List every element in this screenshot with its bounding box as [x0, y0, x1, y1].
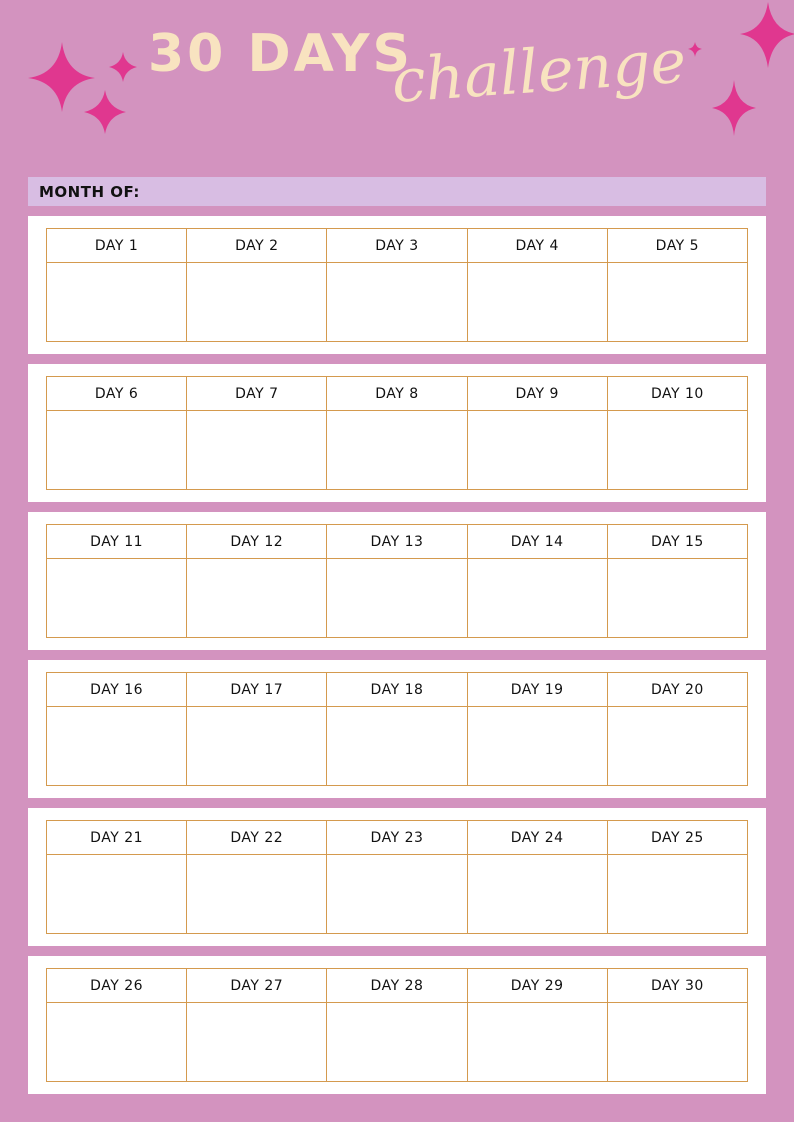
day-label: DAY 30 — [607, 969, 747, 1003]
day-label: DAY 6 — [47, 377, 187, 411]
day-entry-box[interactable] — [327, 1003, 467, 1082]
day-entry-row — [47, 559, 748, 638]
day-entry-box[interactable] — [47, 855, 187, 934]
day-label: DAY 19 — [467, 673, 607, 707]
day-entry-row — [47, 707, 748, 786]
day-entry-box[interactable] — [47, 707, 187, 786]
day-label: DAY 20 — [607, 673, 747, 707]
day-label: DAY 27 — [187, 969, 327, 1003]
day-label: DAY 15 — [607, 525, 747, 559]
title-script: challenge — [389, 26, 689, 117]
day-label: DAY 9 — [467, 377, 607, 411]
day-entry-box[interactable] — [327, 855, 467, 934]
day-label: DAY 10 — [607, 377, 747, 411]
sparkle-icon — [84, 90, 126, 134]
day-entry-row — [47, 855, 748, 934]
day-header-row — [47, 229, 748, 263]
day-label: DAY 16 — [47, 673, 187, 707]
day-entry-box[interactable] — [467, 263, 607, 342]
sparkle-icon — [688, 42, 702, 57]
day-entry-box[interactable] — [607, 707, 747, 786]
week-grid — [46, 228, 748, 342]
day-entry-box[interactable] — [467, 1003, 607, 1082]
month-label: MONTH OF: — [39, 182, 140, 201]
day-label: DAY 28 — [327, 969, 467, 1003]
day-label: DAY 29 — [467, 969, 607, 1003]
sparkle-icon — [28, 42, 95, 112]
day-label: DAY 13 — [327, 525, 467, 559]
day-header-row — [47, 673, 748, 707]
day-label: DAY 8 — [327, 377, 467, 411]
day-entry-box[interactable] — [467, 559, 607, 638]
day-label: DAY 21 — [47, 821, 187, 855]
day-label: DAY 3 — [327, 229, 467, 263]
week-card — [28, 216, 766, 354]
day-entry-box[interactable] — [47, 1003, 187, 1082]
sparkle-icon — [712, 80, 756, 136]
day-header-row — [47, 377, 748, 411]
day-label: DAY 7 — [187, 377, 327, 411]
day-entry-box[interactable] — [467, 411, 607, 490]
day-entry-box[interactable] — [187, 263, 327, 342]
day-label: DAY 22 — [187, 821, 327, 855]
day-label: DAY 25 — [607, 821, 747, 855]
day-entry-box[interactable] — [607, 411, 747, 490]
day-entry-box[interactable] — [607, 1003, 747, 1082]
day-label: DAY 5 — [607, 229, 747, 263]
day-label: DAY 14 — [467, 525, 607, 559]
day-entry-row — [47, 1003, 748, 1082]
day-entry-box[interactable] — [607, 263, 747, 342]
day-entry-box[interactable] — [327, 263, 467, 342]
day-label: DAY 18 — [327, 673, 467, 707]
day-label: DAY 23 — [327, 821, 467, 855]
day-entry-box[interactable] — [327, 707, 467, 786]
day-entry-box[interactable] — [467, 855, 607, 934]
day-entry-box[interactable] — [187, 707, 327, 786]
day-header-row — [47, 969, 748, 1003]
sparkle-icon — [740, 2, 794, 68]
week-grid — [46, 376, 748, 490]
day-entry-box[interactable] — [327, 559, 467, 638]
day-entry-box[interactable] — [187, 559, 327, 638]
week-grid — [46, 968, 748, 1082]
week-grid — [46, 820, 748, 934]
day-entry-box[interactable] — [327, 411, 467, 490]
day-entry-box[interactable] — [467, 707, 607, 786]
week-card — [28, 956, 766, 1094]
day-label: DAY 1 — [47, 229, 187, 263]
day-header-row — [47, 525, 748, 559]
day-entry-box[interactable] — [187, 411, 327, 490]
week-grid — [46, 524, 748, 638]
sparkle-icon — [109, 52, 137, 82]
day-entry-box[interactable] — [607, 855, 747, 934]
week-card — [28, 512, 766, 650]
day-entry-box[interactable] — [187, 1003, 327, 1082]
week-grid — [46, 672, 748, 786]
day-entry-box[interactable] — [187, 855, 327, 934]
title-main: 30 DAYS — [148, 24, 414, 84]
day-entry-row — [47, 411, 748, 490]
day-entry-box[interactable] — [607, 559, 747, 638]
day-header-row — [47, 821, 748, 855]
day-entry-box[interactable] — [47, 411, 187, 490]
day-entry-row — [47, 263, 748, 342]
week-card — [28, 660, 766, 798]
day-label: DAY 24 — [467, 821, 607, 855]
day-label: DAY 26 — [47, 969, 187, 1003]
day-entry-box[interactable] — [47, 263, 187, 342]
day-entry-box[interactable] — [47, 559, 187, 638]
week-card — [28, 364, 766, 502]
day-label: DAY 12 — [187, 525, 327, 559]
day-label: DAY 11 — [47, 525, 187, 559]
day-label: DAY 4 — [467, 229, 607, 263]
day-label: DAY 2 — [187, 229, 327, 263]
day-label: DAY 17 — [187, 673, 327, 707]
week-card — [28, 808, 766, 946]
month-bar — [28, 177, 766, 206]
